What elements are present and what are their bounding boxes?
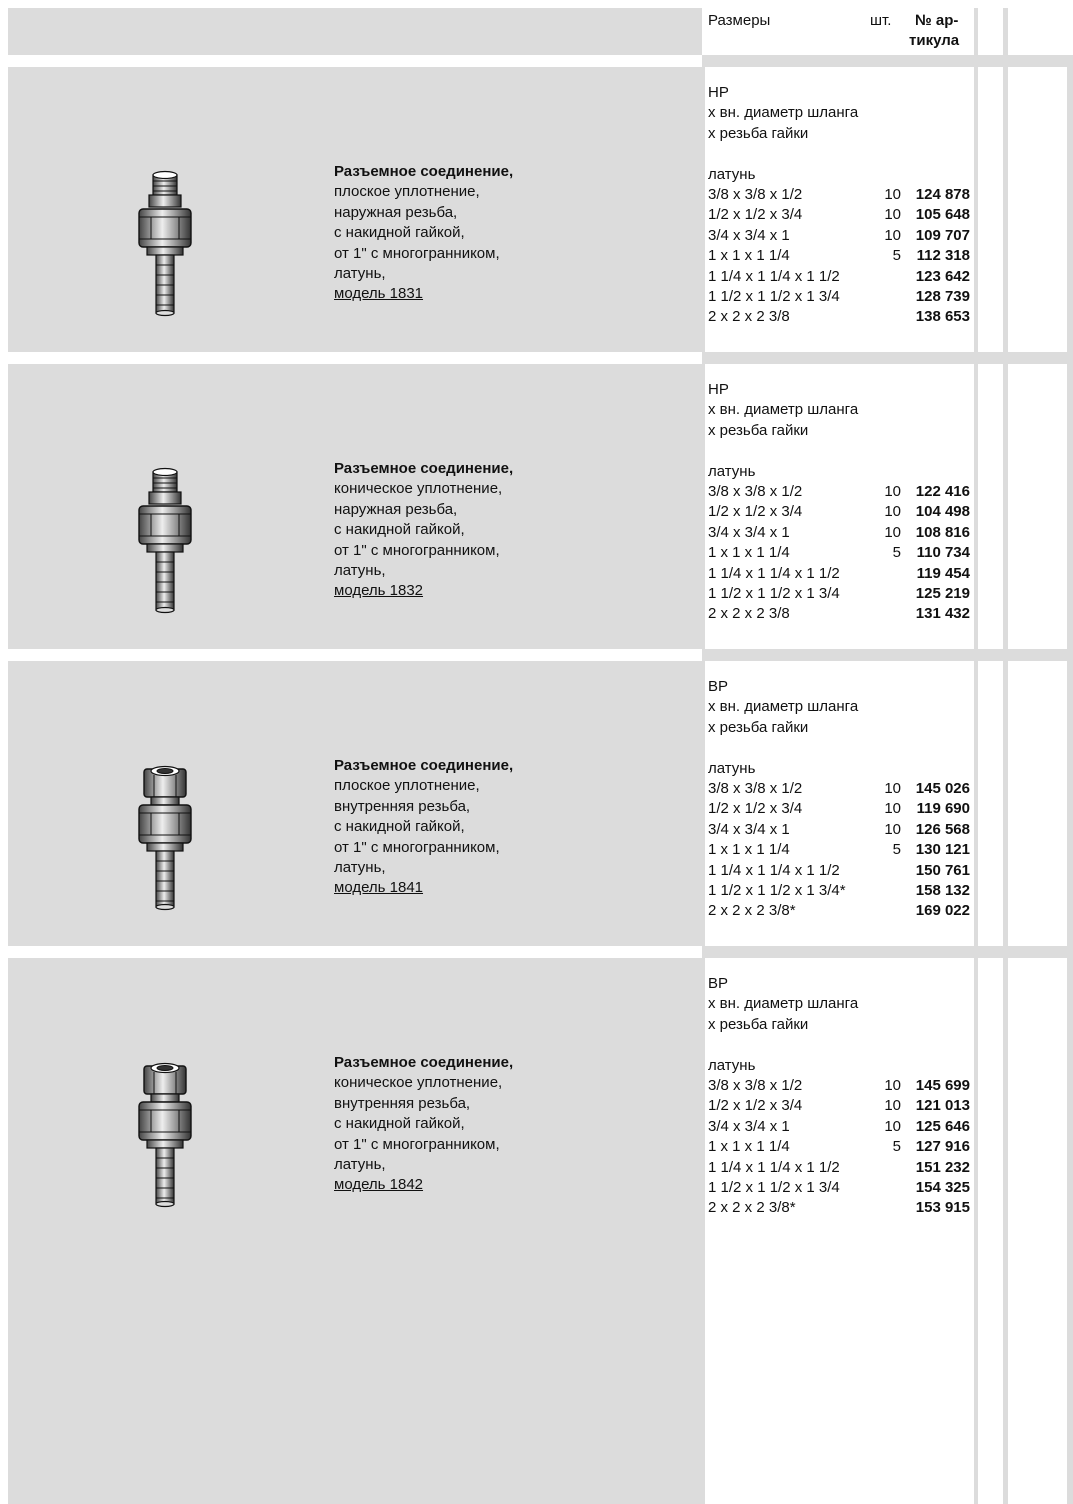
size-spec-heading (708, 83, 858, 185)
size-spec-heading (708, 380, 858, 482)
spec-line: НР (708, 381, 729, 398)
product-title: Разъемное соединение, (334, 757, 514, 774)
table-row (708, 1198, 974, 1218)
qty-cell: 10 (884, 206, 901, 224)
article-number-cell: 158 132 (915, 881, 970, 899)
size-cell: 3/8 x 3/8 x 1/2 (708, 483, 803, 500)
article-number-cell: 138 653 (915, 308, 970, 326)
product-feature: плоское уплотнение, (334, 183, 480, 201)
table-row (708, 1158, 974, 1178)
product-description (334, 162, 513, 305)
article-number-cell: 123 642 (915, 267, 970, 285)
qty-cell: 10 (884, 780, 901, 797)
article-number-cell: 153 915 (915, 1199, 970, 1217)
size-cell: 2 x 2 x 2 3/8* (708, 902, 796, 920)
product-feature: латунь, (334, 859, 386, 877)
size-cell: 1/2 x 1/2 x 3/4 (708, 503, 803, 521)
size-cell: 3/8 x 3/8 x 1/2 (708, 186, 803, 203)
product-title: Разъемное соединение, (334, 1054, 514, 1071)
table-row (708, 1117, 974, 1137)
article-number-cell: 150 761 (915, 861, 970, 879)
article-number-cell: 126 568 (915, 820, 970, 838)
spec-line: x вн. диаметр шланга (708, 401, 859, 419)
table-row (708, 482, 974, 502)
table-row (708, 226, 974, 246)
article-number-cell: 122 416 (915, 483, 970, 500)
spec-line: x резьба гайки (708, 421, 809, 439)
size-cell: 1 1/4 x 1 1/4 x 1 1/2 (708, 564, 840, 582)
product-feature: латунь, (334, 1156, 386, 1174)
table-row (708, 861, 974, 881)
product-description (334, 459, 513, 602)
product-description (334, 1053, 513, 1196)
hose-connector-male-icon (134, 169, 196, 324)
qty-cell: 10 (884, 800, 901, 818)
table-row (708, 543, 974, 563)
spec-line: ВР (708, 678, 729, 695)
table-row (708, 1076, 974, 1096)
qty-cell: 10 (884, 820, 901, 838)
article-column-header (915, 11, 958, 31)
spec-line: x вн. диаметр шланга (708, 104, 859, 122)
table-row (708, 901, 974, 921)
qty-cell: 10 (884, 503, 901, 521)
spec-line: x резьба гайки (708, 718, 809, 736)
table-row (708, 604, 974, 624)
size-cell: 1 1/4 x 1 1/4 x 1 1/2 (708, 267, 840, 285)
material-label: латунь (708, 759, 756, 777)
product-feature: наружная резьба, (334, 203, 458, 221)
material-label: латунь (708, 165, 756, 183)
model-link[interactable]: модель 1841 (334, 879, 424, 897)
table-row (708, 246, 974, 266)
article-number-cell: 130 121 (915, 841, 970, 859)
spacer (708, 1035, 858, 1055)
size-cell: 1 x 1 x 1 1/4 (708, 247, 790, 265)
product-feature: коническое уплотнение, (334, 1074, 503, 1092)
table-row (708, 564, 974, 584)
spec-line: x резьба гайки (708, 1015, 809, 1033)
size-cell: 3/8 x 3/8 x 1/2 (708, 780, 803, 797)
size-cell: 1 1/2 x 1 1/2 x 1 3/4 (708, 287, 840, 305)
product-feature: наружная резьба, (334, 500, 458, 518)
qty-cell: 10 (884, 1117, 901, 1135)
product-feature: от 1" с многогранником, (334, 541, 500, 559)
article-number-cell: 119 454 (916, 564, 970, 582)
qty-cell: 5 (892, 544, 901, 562)
article-number-cell: 128 739 (915, 287, 970, 305)
article-number-cell: 127 916 (915, 1138, 970, 1156)
spacer (708, 144, 858, 164)
table-row (708, 205, 974, 225)
article-number-cell: 125 646 (915, 1117, 970, 1135)
product-feature: с накидной гайкой, (334, 521, 465, 539)
spacer (708, 738, 858, 758)
article-number-cell: 169 022 (915, 902, 970, 920)
product-feature: от 1" с многогранником, (334, 1135, 500, 1153)
size-cell: 1/2 x 1/2 x 3/4 (708, 1097, 803, 1115)
table-row (708, 1178, 974, 1198)
size-table (708, 185, 974, 328)
size-cell: 1 1/2 x 1 1/2 x 1 3/4 (708, 584, 840, 602)
table-row (708, 307, 974, 327)
table-row (708, 779, 974, 799)
size-table (708, 482, 974, 625)
qty-cell: 5 (892, 1138, 901, 1156)
model-link[interactable]: модель 1831 (334, 285, 424, 303)
size-table (708, 779, 974, 922)
size-cell: 3/4 x 3/4 x 1 (708, 226, 790, 244)
size-cell: 1 x 1 x 1 1/4 (708, 1138, 790, 1156)
table-row (708, 287, 974, 307)
size-cell: 3/8 x 3/8 x 1/2 (708, 1077, 803, 1094)
article-number-cell: 125 219 (915, 584, 970, 602)
article-number-cell: 151 232 (915, 1158, 970, 1176)
article-number-cell: 110 734 (916, 544, 970, 562)
size-cell: 3/4 x 3/4 x 1 (708, 523, 790, 541)
article-column-header-line-2: тикула (909, 32, 960, 49)
article-number-cell: 109 707 (915, 226, 970, 244)
article-number-cell: 121 013 (915, 1097, 970, 1115)
size-cell: 1/2 x 1/2 x 3/4 (708, 206, 803, 224)
article-number-cell: 104 498 (915, 503, 970, 521)
size-cell: 1 1/4 x 1 1/4 x 1 1/2 (708, 861, 840, 879)
product-feature: латунь, (334, 265, 386, 283)
article-number-cell: 145 026 (915, 780, 970, 797)
product-feature: с накидной гайкой, (334, 1115, 465, 1133)
spec-line: x вн. диаметр шланга (708, 995, 859, 1013)
product-title: Разъемное соединение, (334, 163, 514, 180)
material-label: латунь (708, 1056, 756, 1074)
size-cell: 1/2 x 1/2 x 3/4 (708, 800, 803, 818)
model-link[interactable]: модель 1842 (334, 1176, 424, 1194)
spec-line: НР (708, 84, 729, 101)
product-feature: плоское уплотнение, (334, 777, 480, 795)
size-spec-heading (708, 974, 858, 1076)
size-table (708, 1076, 974, 1219)
article-number-cell: 145 699 (915, 1077, 970, 1094)
product-title: Разъемное соединение, (334, 460, 514, 477)
size-cell: 3/4 x 3/4 x 1 (708, 1117, 790, 1135)
model-link[interactable]: модель 1832 (334, 582, 424, 600)
spacer (708, 441, 858, 461)
sizes-column-header: Размеры (708, 12, 771, 29)
product-feature: с накидной гайкой, (334, 818, 465, 836)
table-row (708, 881, 974, 901)
size-cell: 1 x 1 x 1 1/4 (708, 544, 790, 562)
article-number-cell: 131 432 (915, 605, 970, 623)
qty-cell: 10 (884, 226, 901, 244)
article-number-cell: 105 648 (915, 206, 970, 224)
table-row (708, 584, 974, 604)
material-label: латунь (708, 462, 756, 480)
size-spec-heading (708, 677, 858, 779)
table-row (708, 820, 974, 840)
qty-cell: 10 (884, 1097, 901, 1115)
size-cell: 1 1/2 x 1 1/2 x 1 3/4* (708, 881, 846, 899)
size-cell: 2 x 2 x 2 3/8* (708, 1199, 796, 1217)
size-cell: 3/4 x 3/4 x 1 (708, 820, 790, 838)
hose-connector-female-icon (134, 1060, 196, 1215)
article-header-line-1: № ар- (915, 12, 959, 29)
product-description (334, 756, 513, 899)
product-feature: от 1" с многогранником, (334, 244, 500, 262)
qty-cell: 10 (884, 483, 901, 500)
article-number-cell: 124 878 (915, 186, 970, 203)
qty-cell: 5 (892, 247, 901, 265)
size-cell: 1 1/2 x 1 1/2 x 1 3/4 (708, 1178, 840, 1196)
product-feature: латунь, (334, 562, 386, 580)
table-row (708, 185, 974, 205)
table-row (708, 1096, 974, 1116)
qty-column-header: шт. (870, 12, 892, 29)
spec-line: x вн. диаметр шланга (708, 698, 859, 716)
qty-cell: 10 (884, 186, 901, 203)
article-number-cell: 112 318 (916, 247, 970, 265)
table-row (708, 267, 974, 287)
article-number-cell: 119 690 (916, 800, 970, 818)
table-row (708, 523, 974, 543)
product-feature: от 1" с многогранником, (334, 838, 500, 856)
product-feature: коническое уплотнение, (334, 480, 503, 498)
product-feature: внутренняя резьба, (334, 1094, 471, 1112)
qty-cell: 10 (884, 1077, 901, 1094)
qty-cell: 10 (884, 523, 901, 541)
table-row (708, 840, 974, 860)
table-row (708, 799, 974, 819)
size-cell: 2 x 2 x 2 3/8 (708, 308, 790, 326)
spec-line: x резьба гайки (708, 124, 809, 142)
hose-connector-male-icon (134, 466, 196, 621)
size-cell: 1 x 1 x 1 1/4 (708, 841, 790, 859)
article-number-cell: 154 325 (915, 1178, 970, 1196)
qty-cell: 5 (892, 841, 901, 859)
article-number-cell: 108 816 (915, 523, 970, 541)
table-row (708, 1137, 974, 1157)
size-cell: 1 1/4 x 1 1/4 x 1 1/2 (708, 1158, 840, 1176)
table-row (708, 502, 974, 522)
size-cell: 2 x 2 x 2 3/8 (708, 605, 790, 623)
product-feature: с накидной гайкой, (334, 224, 465, 242)
hose-connector-female-icon (134, 763, 196, 918)
product-feature: внутренняя резьба, (334, 797, 471, 815)
spec-line: ВР (708, 975, 729, 992)
